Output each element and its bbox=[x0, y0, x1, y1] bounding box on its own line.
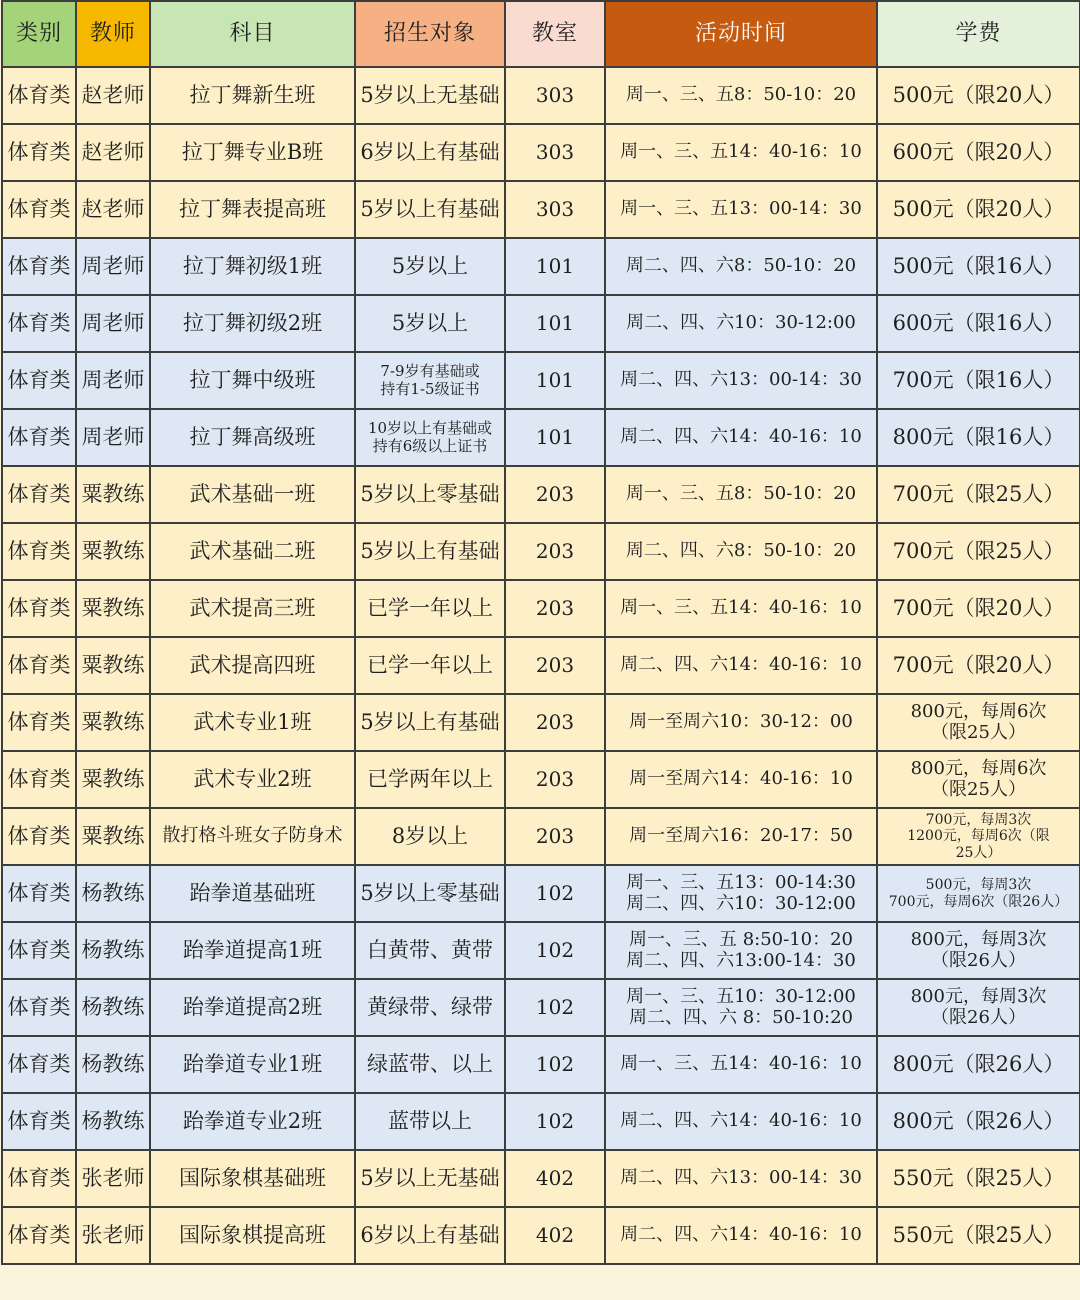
teacher-cell: 赵老师 bbox=[76, 67, 150, 124]
time-cell bbox=[605, 865, 877, 922]
table-row bbox=[2, 181, 1080, 238]
category-cell: 体育类 bbox=[2, 922, 76, 979]
target-cell bbox=[355, 580, 505, 637]
target-cell bbox=[355, 1093, 505, 1150]
time-cell-line: 周二、四、六10：30-12:00 bbox=[626, 312, 856, 334]
time-cell bbox=[605, 1207, 877, 1264]
room-cell: 102 bbox=[505, 865, 605, 922]
time-cell-line: 周一、三、五8：50-10：20 bbox=[625, 84, 857, 106]
teacher-cell: 杨教练 bbox=[76, 1036, 150, 1093]
table-row bbox=[2, 694, 1080, 751]
target-cell-line: 5岁以上零基础 bbox=[360, 881, 500, 906]
target-cell-line: 5岁以上有基础 bbox=[360, 710, 500, 735]
target-cell-line: 8岁以上 bbox=[391, 824, 469, 849]
teacher-cell: 粟教练 bbox=[76, 808, 150, 865]
fee-cell bbox=[877, 352, 1080, 409]
time-cell-line: 周二、四、六14：40-16：10 bbox=[620, 654, 862, 676]
time-cell bbox=[605, 409, 877, 466]
time-cell-line: 周二、四、六 8：50-10:20 bbox=[628, 1006, 854, 1028]
room-cell: 101 bbox=[505, 238, 605, 295]
time-cell bbox=[605, 67, 877, 124]
room-cell: 303 bbox=[505, 124, 605, 181]
fee-cell-line: 700元（限25人） bbox=[892, 482, 1065, 507]
target-cell bbox=[355, 466, 505, 523]
room-cell: 101 bbox=[505, 409, 605, 466]
time-cell-line: 周一至周六14：40-16：10 bbox=[629, 768, 853, 790]
teacher-cell: 周老师 bbox=[76, 238, 150, 295]
time-cell bbox=[605, 808, 877, 865]
fee-cell-line: 700元，每周6次（限26人） bbox=[888, 893, 1069, 910]
room-cell: 102 bbox=[505, 1093, 605, 1150]
target-cell bbox=[355, 751, 505, 808]
room-cell: 101 bbox=[505, 295, 605, 352]
target-cell-line: 白黄带、黄带 bbox=[367, 938, 493, 963]
fee-cell-line: 800元，每周6次 bbox=[910, 700, 1047, 722]
target-cell bbox=[355, 979, 505, 1036]
target-cell bbox=[355, 1207, 505, 1264]
subject-cell: 拉丁舞表提高班 bbox=[150, 181, 355, 238]
fee-cell bbox=[877, 865, 1080, 922]
category-cell: 体育类 bbox=[2, 751, 76, 808]
category-cell: 体育类 bbox=[2, 1036, 76, 1093]
subject-cell: 武术专业2班 bbox=[150, 751, 355, 808]
teacher-cell: 赵老师 bbox=[76, 181, 150, 238]
subject-cell: 跆拳道基础班 bbox=[150, 865, 355, 922]
fee-cell-line: 700元（限25人） bbox=[892, 539, 1065, 564]
time-cell-line: 周一、三、五14：40-16：10 bbox=[620, 1053, 862, 1075]
time-cell-line: 周二、四、六8：50-10：20 bbox=[625, 255, 857, 277]
target-cell bbox=[355, 523, 505, 580]
table-row bbox=[2, 238, 1080, 295]
subject-cell: 拉丁舞新生班 bbox=[150, 67, 355, 124]
target-cell-line: 10岁以上有基础或 bbox=[367, 419, 493, 438]
teacher-cell: 杨教练 bbox=[76, 865, 150, 922]
category-cell: 体育类 bbox=[2, 523, 76, 580]
table-row bbox=[2, 637, 1080, 694]
target-cell bbox=[355, 67, 505, 124]
target-cell-line: 绿蓝带、以上 bbox=[367, 1052, 493, 1077]
target-cell-line: 已学一年以上 bbox=[367, 596, 493, 621]
teacher-cell: 粟教练 bbox=[76, 466, 150, 523]
fee-cell-line: 500元（限20人） bbox=[892, 83, 1065, 108]
fee-cell-line: 800元，每周6次 bbox=[910, 757, 1047, 779]
table-row bbox=[2, 67, 1080, 124]
target-cell-line: 5岁以上零基础 bbox=[360, 482, 500, 507]
target-cell-line: 5岁以上 bbox=[391, 254, 469, 279]
header-teacher: 教师 bbox=[76, 1, 150, 67]
fee-cell bbox=[877, 181, 1080, 238]
table-row bbox=[2, 580, 1080, 637]
fee-cell bbox=[877, 523, 1080, 580]
time-cell-line: 周二、四、六14：40-16：10 bbox=[620, 1110, 862, 1132]
fee-cell-line: 800元（限16人） bbox=[892, 425, 1065, 450]
subject-cell: 拉丁舞专业B班 bbox=[150, 124, 355, 181]
category-cell: 体育类 bbox=[2, 409, 76, 466]
category-cell: 体育类 bbox=[2, 352, 76, 409]
time-cell bbox=[605, 1150, 877, 1207]
target-cell-line: 已学一年以上 bbox=[367, 653, 493, 678]
fee-cell-line: 500元（限16人） bbox=[892, 254, 1065, 279]
teacher-cell: 周老师 bbox=[76, 352, 150, 409]
time-cell-line: 周一、三、五14：40-16：10 bbox=[620, 597, 862, 619]
fee-cell-line: 25人） bbox=[955, 844, 1002, 861]
table-row bbox=[2, 922, 1080, 979]
header-target: 招生对象 bbox=[355, 1, 505, 67]
header-fee: 学费 bbox=[877, 1, 1080, 67]
header-room: 教室 bbox=[505, 1, 605, 67]
subject-cell: 拉丁舞中级班 bbox=[150, 352, 355, 409]
teacher-cell: 杨教练 bbox=[76, 922, 150, 979]
teacher-cell: 杨教练 bbox=[76, 979, 150, 1036]
header-time: 活动时间 bbox=[605, 1, 877, 67]
fee-cell-line: 600元（限20人） bbox=[892, 140, 1065, 165]
time-cell bbox=[605, 295, 877, 352]
subject-cell: 拉丁舞高级班 bbox=[150, 409, 355, 466]
target-cell bbox=[355, 1036, 505, 1093]
room-cell: 102 bbox=[505, 1036, 605, 1093]
target-cell-line: 7-9岁有基础或 bbox=[380, 362, 480, 381]
teacher-cell: 周老师 bbox=[76, 409, 150, 466]
target-cell bbox=[355, 295, 505, 352]
target-cell bbox=[355, 694, 505, 751]
teacher-cell: 赵老师 bbox=[76, 124, 150, 181]
subject-cell: 散打格斗班女子防身术 bbox=[150, 808, 355, 865]
fee-cell-line: 700元（限16人） bbox=[892, 368, 1065, 393]
room-cell: 203 bbox=[505, 751, 605, 808]
room-cell: 203 bbox=[505, 523, 605, 580]
room-cell: 101 bbox=[505, 352, 605, 409]
table-row bbox=[2, 808, 1080, 865]
category-cell: 体育类 bbox=[2, 295, 76, 352]
target-cell bbox=[355, 238, 505, 295]
table-row bbox=[2, 979, 1080, 1036]
table-row bbox=[2, 1036, 1080, 1093]
time-cell bbox=[605, 979, 877, 1036]
fee-cell bbox=[877, 1036, 1080, 1093]
teacher-cell: 张老师 bbox=[76, 1150, 150, 1207]
fee-cell bbox=[877, 238, 1080, 295]
time-cell bbox=[605, 1093, 877, 1150]
target-cell bbox=[355, 637, 505, 694]
fee-cell-line: 550元（限25人） bbox=[892, 1166, 1065, 1191]
fee-cell-line: 700元，每周3次 bbox=[925, 812, 1032, 829]
time-cell bbox=[605, 352, 877, 409]
time-cell-line: 周一、三、五10：30-12:00 bbox=[626, 985, 856, 1007]
fee-cell bbox=[877, 1207, 1080, 1264]
fee-cell bbox=[877, 1150, 1080, 1207]
category-cell: 体育类 bbox=[2, 637, 76, 694]
target-cell-line: 5岁以上 bbox=[391, 311, 469, 336]
time-cell bbox=[605, 751, 877, 808]
category-cell: 体育类 bbox=[2, 124, 76, 181]
target-cell-line: 已学两年以上 bbox=[367, 767, 493, 792]
room-cell: 102 bbox=[505, 922, 605, 979]
room-cell: 102 bbox=[505, 979, 605, 1036]
table-row bbox=[2, 124, 1080, 181]
target-cell bbox=[355, 922, 505, 979]
teacher-cell: 粟教练 bbox=[76, 523, 150, 580]
teacher-cell: 粟教练 bbox=[76, 637, 150, 694]
fee-cell bbox=[877, 751, 1080, 808]
category-cell: 体育类 bbox=[2, 580, 76, 637]
time-cell-line: 周一、三、五 8:50-10：20 bbox=[628, 928, 854, 950]
table-body bbox=[2, 67, 1080, 1264]
time-cell bbox=[605, 580, 877, 637]
target-cell-line: 6岁以上有基础 bbox=[360, 1223, 500, 1248]
target-cell bbox=[355, 124, 505, 181]
time-cell bbox=[605, 124, 877, 181]
teacher-cell: 粟教练 bbox=[76, 580, 150, 637]
fee-cell bbox=[877, 979, 1080, 1036]
time-cell-line: 周二、四、六14：40-16：10 bbox=[620, 426, 862, 448]
table-row bbox=[2, 1093, 1080, 1150]
time-cell-line: 周二、四、六13：00-14：30 bbox=[620, 1167, 862, 1189]
time-cell-line: 周一、三、五14：40-16：10 bbox=[620, 141, 862, 163]
fee-cell-line: （限25人） bbox=[931, 721, 1026, 743]
time-cell bbox=[605, 922, 877, 979]
time-cell-line: 周二、四、六8：50-10：20 bbox=[625, 540, 857, 562]
time-cell-line: 周二、四、六13:00-14：30 bbox=[626, 949, 856, 971]
subject-cell: 跆拳道专业2班 bbox=[150, 1093, 355, 1150]
table-row bbox=[2, 1207, 1080, 1264]
time-cell-line: 周二、四、六10：30-12:00 bbox=[626, 892, 856, 914]
subject-cell: 跆拳道提高2班 bbox=[150, 979, 355, 1036]
time-cell-line: 周一、三、五13：00-14:30 bbox=[626, 871, 856, 893]
table-row bbox=[2, 865, 1080, 922]
target-cell-line: 蓝带以上 bbox=[388, 1109, 472, 1134]
room-cell: 303 bbox=[505, 67, 605, 124]
target-cell bbox=[355, 1150, 505, 1207]
subject-cell: 国际象棋提高班 bbox=[150, 1207, 355, 1264]
table-row bbox=[2, 466, 1080, 523]
fee-cell-line: 500元（限20人） bbox=[892, 197, 1065, 222]
category-cell: 体育类 bbox=[2, 238, 76, 295]
class-schedule-table bbox=[1, 0, 1080, 1265]
target-cell-line: 5岁以上有基础 bbox=[360, 197, 500, 222]
fee-cell bbox=[877, 295, 1080, 352]
room-cell: 402 bbox=[505, 1207, 605, 1264]
teacher-cell: 周老师 bbox=[76, 295, 150, 352]
category-cell: 体育类 bbox=[2, 808, 76, 865]
fee-cell-line: 550元（限25人） bbox=[892, 1223, 1065, 1248]
table-row bbox=[2, 751, 1080, 808]
fee-cell-line: 600元（限16人） bbox=[892, 311, 1065, 336]
fee-cell bbox=[877, 580, 1080, 637]
category-cell: 体育类 bbox=[2, 181, 76, 238]
room-cell: 203 bbox=[505, 694, 605, 751]
teacher-cell: 杨教练 bbox=[76, 1093, 150, 1150]
subject-cell: 武术基础二班 bbox=[150, 523, 355, 580]
target-cell bbox=[355, 865, 505, 922]
fee-cell-line: 800元，每周3次 bbox=[910, 985, 1047, 1007]
room-cell: 203 bbox=[505, 466, 605, 523]
time-cell bbox=[605, 238, 877, 295]
fee-cell bbox=[877, 1093, 1080, 1150]
category-cell: 体育类 bbox=[2, 1093, 76, 1150]
subject-cell: 武术提高三班 bbox=[150, 580, 355, 637]
room-cell: 203 bbox=[505, 637, 605, 694]
fee-cell-line: 1200元，每周6次（限 bbox=[907, 828, 1050, 845]
header-subject: 科目 bbox=[150, 1, 355, 67]
time-cell bbox=[605, 523, 877, 580]
fee-cell bbox=[877, 808, 1080, 865]
category-cell: 体育类 bbox=[2, 67, 76, 124]
category-cell: 体育类 bbox=[2, 694, 76, 751]
subject-cell: 国际象棋基础班 bbox=[150, 1150, 355, 1207]
header-category: 类别 bbox=[2, 1, 76, 67]
target-cell-line: 5岁以上无基础 bbox=[360, 83, 500, 108]
teacher-cell: 张老师 bbox=[76, 1207, 150, 1264]
fee-cell-line: 700元（限20人） bbox=[892, 653, 1065, 678]
category-cell: 体育类 bbox=[2, 865, 76, 922]
time-cell-line: 周一至周六10：30-12：00 bbox=[629, 711, 853, 733]
time-cell bbox=[605, 181, 877, 238]
subject-cell: 武术专业1班 bbox=[150, 694, 355, 751]
fee-cell bbox=[877, 466, 1080, 523]
table-row bbox=[2, 1150, 1080, 1207]
fee-cell bbox=[877, 637, 1080, 694]
subject-cell: 武术基础一班 bbox=[150, 466, 355, 523]
fee-cell bbox=[877, 409, 1080, 466]
fee-cell-line: 800元（限26人） bbox=[892, 1052, 1065, 1077]
fee-cell-line: （限25人） bbox=[931, 778, 1026, 800]
fee-cell bbox=[877, 67, 1080, 124]
fee-cell bbox=[877, 124, 1080, 181]
table-row bbox=[2, 295, 1080, 352]
target-cell-line: 6岁以上有基础 bbox=[360, 140, 500, 165]
target-cell-line: 5岁以上无基础 bbox=[360, 1166, 500, 1191]
fee-cell-line: （限26人） bbox=[931, 1006, 1026, 1028]
time-cell-line: 周一、三、五13：00-14：30 bbox=[620, 198, 862, 220]
subject-cell: 跆拳道专业1班 bbox=[150, 1036, 355, 1093]
fee-cell-line: 500元，每周3次 bbox=[925, 877, 1032, 894]
room-cell: 402 bbox=[505, 1150, 605, 1207]
category-cell: 体育类 bbox=[2, 979, 76, 1036]
table-row bbox=[2, 352, 1080, 409]
fee-cell-line: 800元（限26人） bbox=[892, 1109, 1065, 1134]
target-cell bbox=[355, 352, 505, 409]
subject-cell: 跆拳道提高1班 bbox=[150, 922, 355, 979]
time-cell-line: 周二、四、六14：40-16：10 bbox=[620, 1224, 862, 1246]
teacher-cell: 粟教练 bbox=[76, 751, 150, 808]
time-cell-line: 周一至周六16：20-17：50 bbox=[629, 825, 853, 847]
time-cell bbox=[605, 1036, 877, 1093]
time-cell bbox=[605, 694, 877, 751]
target-cell-line: 5岁以上有基础 bbox=[360, 539, 500, 564]
fee-cell bbox=[877, 694, 1080, 751]
room-cell: 203 bbox=[505, 580, 605, 637]
time-cell-line: 周一、三、五8：50-10：20 bbox=[625, 483, 857, 505]
subject-cell: 拉丁舞初级1班 bbox=[150, 238, 355, 295]
subject-cell: 拉丁舞初级2班 bbox=[150, 295, 355, 352]
target-cell bbox=[355, 181, 505, 238]
fee-cell-line: （限26人） bbox=[931, 949, 1026, 971]
fee-cell-line: 700元（限20人） bbox=[892, 596, 1065, 621]
table-row bbox=[2, 409, 1080, 466]
target-cell-line: 持有1-5级证书 bbox=[380, 379, 480, 398]
teacher-cell: 粟教练 bbox=[76, 694, 150, 751]
category-cell: 体育类 bbox=[2, 1150, 76, 1207]
subject-cell: 武术提高四班 bbox=[150, 637, 355, 694]
target-cell bbox=[355, 808, 505, 865]
target-cell-line: 持有6级以上证书 bbox=[372, 436, 488, 455]
room-cell: 303 bbox=[505, 181, 605, 238]
category-cell: 体育类 bbox=[2, 466, 76, 523]
fee-cell bbox=[877, 922, 1080, 979]
time-cell-line: 周二、四、六13：00-14：30 bbox=[620, 369, 862, 391]
table-row bbox=[2, 523, 1080, 580]
time-cell bbox=[605, 637, 877, 694]
target-cell bbox=[355, 409, 505, 466]
fee-cell-line: 800元，每周3次 bbox=[910, 928, 1047, 950]
table-header-row bbox=[2, 1, 1080, 67]
target-cell-line: 黄绿带、绿带 bbox=[367, 995, 493, 1020]
time-cell bbox=[605, 466, 877, 523]
category-cell: 体育类 bbox=[2, 1207, 76, 1264]
room-cell: 203 bbox=[505, 808, 605, 865]
